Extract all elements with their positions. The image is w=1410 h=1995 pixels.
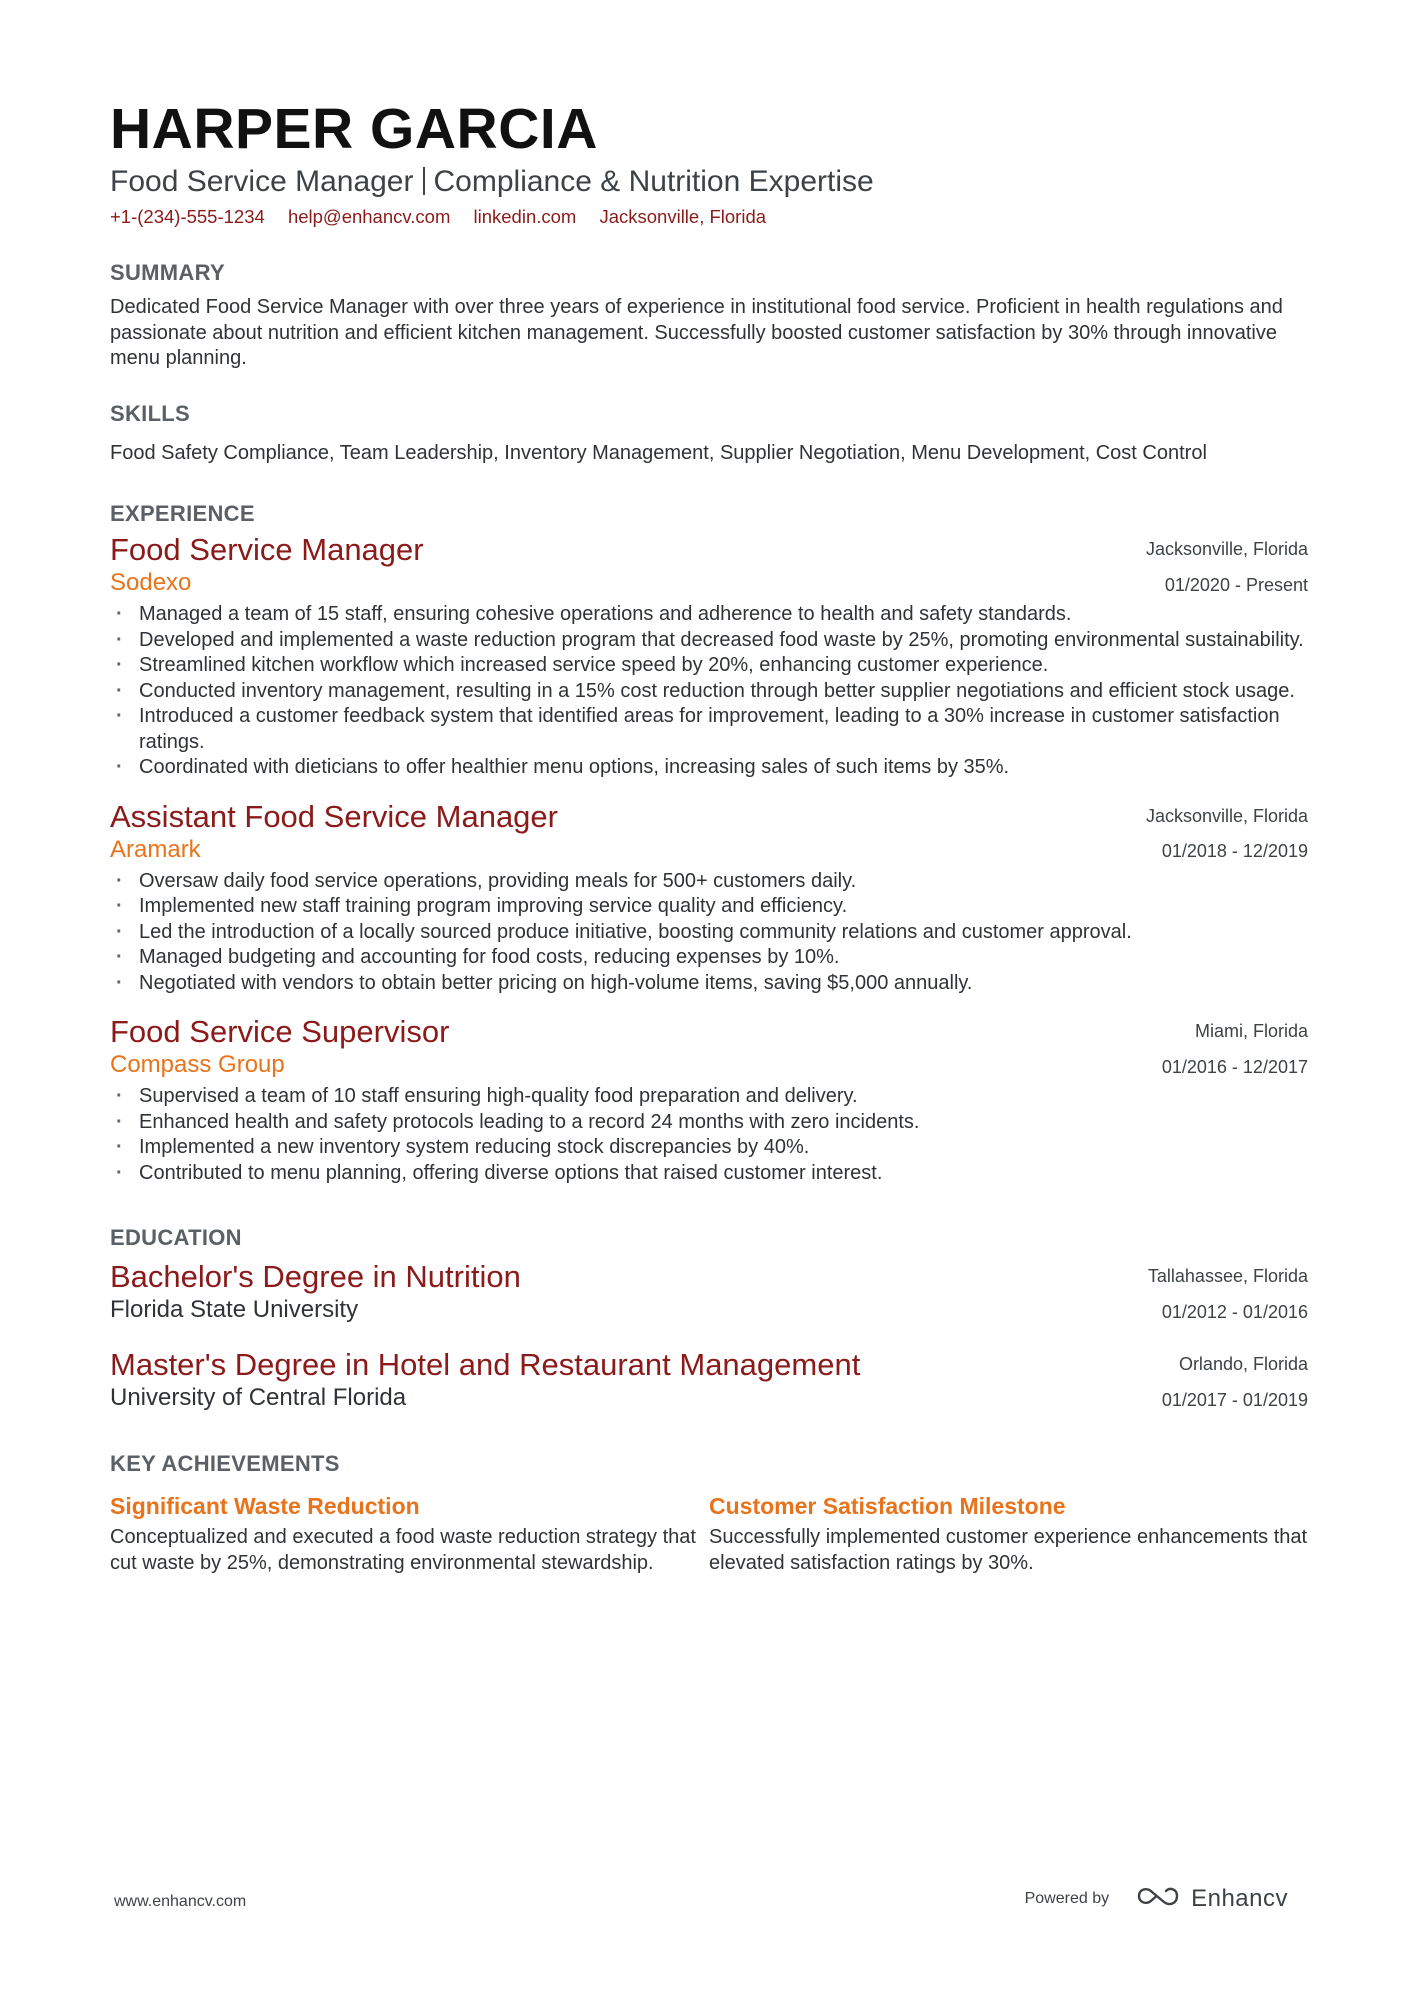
infinity-logo-icon xyxy=(1135,1884,1181,1908)
education-entry xyxy=(110,1259,1308,1325)
section-title-experience: EXPERIENCE xyxy=(110,501,255,526)
bullet-item: · Conducted inventory management, resulting in a 15% cost reduction through better supplier negotiations and efficient stock usage. xyxy=(110,679,1308,705)
contact-email[interactable]: help@enhancv.com xyxy=(287,206,451,227)
education-dates: 01/2017 - 01/2019 xyxy=(1161,1389,1308,1410)
education-entry xyxy=(110,1347,1308,1413)
bullet-item: · Developed and implemented a waste reduction program that decreased food waste by 25%, promoting environmental sustainability. xyxy=(110,628,1308,654)
job-company: Aramark xyxy=(110,835,201,863)
skills-section xyxy=(110,401,1308,467)
achievements-row xyxy=(110,1491,1308,1576)
contact-phone[interactable]: +1-(234)-555-1234 xyxy=(110,206,265,227)
candidate-name: HARPER GARCIA xyxy=(110,97,598,161)
contact-info xyxy=(110,204,1308,230)
bullet-item: · Oversaw daily food service operations, providing meals for 500+ customers daily. xyxy=(110,869,1308,895)
achievement-item xyxy=(709,1491,1308,1576)
job-location: Miami, Florida xyxy=(1194,1021,1308,1041)
job-dates: 01/2016 - 12/2017 xyxy=(1161,1056,1308,1077)
enhancv-brand-name: Enhancv xyxy=(1191,1884,1288,1912)
achievements-section xyxy=(110,1451,1308,1576)
job-entry xyxy=(110,799,1308,997)
job-entry xyxy=(110,1014,1308,1186)
education-school: University of Central Florida xyxy=(110,1384,407,1411)
education-location: Orlando, Florida xyxy=(1178,1354,1308,1374)
footer-website[interactable]: www.enhancv.com xyxy=(114,1893,247,1910)
job-meta xyxy=(1162,1014,1308,1085)
job-title: Food Service Supervisor xyxy=(110,1014,450,1049)
resume-page xyxy=(110,95,1308,1576)
achievement-title: Significant Waste Reduction xyxy=(110,1493,420,1519)
job-meta xyxy=(1146,532,1308,603)
bullet-item: · Streamlined kitchen workflow which increased service speed by 20%, enhancing customer experience. xyxy=(110,653,1308,679)
contact-linkedin[interactable]: linkedin.com xyxy=(473,206,577,227)
job-dates: 01/2018 - 12/2019 xyxy=(1161,841,1308,861)
bullet-item: · Supervised a team of 10 staff ensuring high-quality food preparation and delivery. xyxy=(110,1084,1308,1110)
job-title: Assistant Food Service Manager xyxy=(110,798,558,834)
job-company: Sodexo xyxy=(110,569,192,596)
summary-text: Dedicated Food Service Manager with over three years of experience in institutional food service. Proficient in health regulations and passionate about nutrition and efficient kitchen management. Successfully boosted customer satisfaction by 30% through innovative menu planning. xyxy=(110,296,1283,369)
bullet-item: · Coordinated with dieticians to offer healthier menu options, increasing sales of such items by 35%. xyxy=(110,755,1308,781)
job-title: Food Service Manager xyxy=(110,532,424,567)
education-dates: 01/2012 - 01/2016 xyxy=(1161,1301,1308,1322)
footer-branding xyxy=(1025,1884,1288,1913)
powered-by-text: Powered by xyxy=(1024,1889,1110,1907)
job-entry xyxy=(110,532,1308,781)
bullet-item: · Implemented new staff training program improving service quality and efficiency. xyxy=(110,894,1308,920)
job-location: Jacksonville, Florida xyxy=(1145,805,1308,826)
education-location: Tallahassee, Florida xyxy=(1147,1266,1308,1286)
section-title-summary: SUMMARY xyxy=(110,260,225,285)
headline-role: Food Service Manager xyxy=(110,165,414,198)
bullet-item: · Introduced a customer feedback system that identified areas for improvement, leading to a 30% increase in customer satisfaction ratings. xyxy=(110,704,1308,755)
job-dates: 01/2020 - Present xyxy=(1164,574,1308,595)
headline xyxy=(110,163,1308,201)
section-title-achievements: KEY ACHIEVEMENTS xyxy=(110,1451,340,1476)
headline-divider xyxy=(423,167,425,195)
job-location: Jacksonville, Florida xyxy=(1145,539,1308,559)
enhancv-logo-icon xyxy=(1135,1884,1181,1913)
experience-section xyxy=(110,501,1308,1186)
bullet-item: · Contributed to menu planning, offering diverse options that raised customer interest. xyxy=(110,1161,1308,1187)
bullet-item: · Enhanced health and safety protocols leading to a record 24 months with zero incidents. xyxy=(110,1110,1308,1136)
education-school: Florida State University xyxy=(110,1296,359,1323)
achievement-description: Conceptualized and executed a food waste reduction strategy that cut waste by 25%, demonstrating environmental stewardship. xyxy=(110,1526,696,1574)
contact-location: Jacksonville, Florida xyxy=(599,206,767,227)
job-bullets xyxy=(110,602,1308,781)
achievement-title: Customer Satisfaction Milestone xyxy=(709,1493,1066,1519)
resume-header xyxy=(110,95,1308,230)
achievement-description: Successfully implemented customer experience enhancements that elevated satisfaction ratings by 30%. xyxy=(709,1526,1308,1574)
bullet-item: · Managed budgeting and accounting for food costs, reducing expenses by 10%. xyxy=(110,945,1308,971)
education-meta xyxy=(1162,1347,1308,1418)
job-bullets xyxy=(110,1084,1308,1186)
headline-focus: Compliance & Nutrition Expertise xyxy=(433,165,874,198)
bullet-item: · Managed a team of 15 staff, ensuring cohesive operations and adherence to health and safety standards. xyxy=(110,602,1308,628)
education-degree: Master's Degree in Hotel and Restaurant Management xyxy=(110,1347,861,1382)
bullet-item: · Led the introduction of a locally sourced produce initiative, boosting community relations and customer approval. xyxy=(110,920,1308,946)
bullet-item: · Implemented a new inventory system reducing stock discrepancies by 40%. xyxy=(110,1135,1308,1161)
education-degree: Bachelor's Degree in Nutrition xyxy=(110,1259,521,1294)
section-title-education: EDUCATION xyxy=(110,1225,242,1250)
job-bullets xyxy=(110,869,1308,997)
section-title-skills: SKILLS xyxy=(110,400,191,426)
job-meta xyxy=(1146,799,1308,870)
job-company: Compass Group xyxy=(110,1051,285,1078)
achievement-item xyxy=(110,1491,709,1576)
skills-text: Food Safety Compliance, Team Leadership, Inventory Management, Supplier Negotiation, Menu Development, Cost Control xyxy=(110,441,1207,464)
education-section xyxy=(110,1225,1308,1413)
bullet-item: · Negotiated with vendors to obtain better pricing on high-volume items, saving $5,000 annually. xyxy=(110,971,1308,997)
summary-section xyxy=(110,260,1308,372)
education-meta xyxy=(1148,1259,1308,1330)
